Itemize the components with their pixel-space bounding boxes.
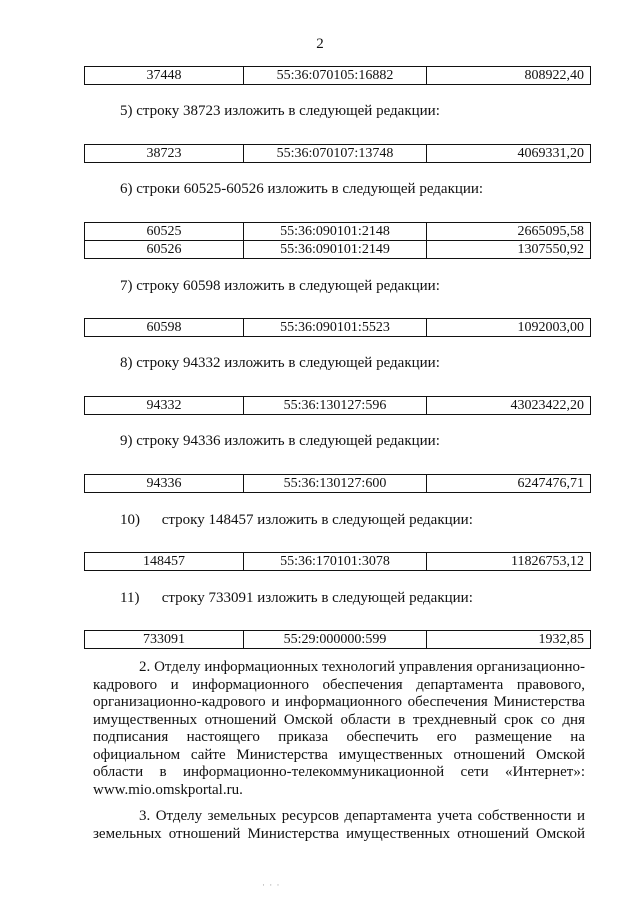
paragraph-line: 2. Отделу информационных технологий управления организационно-: [139, 659, 585, 675]
cadastral-value-cell: 11826753,12: [427, 553, 591, 571]
instruction-item-9: [120, 433, 440, 450]
row-number-cell: 38723: [85, 145, 244, 163]
paragraph-2: [93, 659, 585, 799]
instruction-item-5: [120, 103, 440, 120]
instruction-number: 9): [120, 433, 133, 449]
instruction-item-8: [120, 355, 440, 372]
paragraph-line: области в информационно-телекоммуникационной сети «Интернет»:: [93, 764, 585, 780]
row-number-cell: 94332: [85, 397, 244, 415]
amendment-table: [84, 552, 591, 571]
amendment-table: [84, 630, 591, 649]
instruction-text: строку 733091 изложить в следующей редакции:: [161, 590, 473, 606]
table-row: [85, 67, 591, 85]
instruction-number: 7): [120, 278, 133, 294]
instruction-text: строку 94332 изложить в следующей редакции:: [136, 355, 440, 371]
amendment-table: [84, 222, 591, 259]
instruction-number: 5): [120, 103, 133, 119]
amendment-table: [84, 396, 591, 415]
paragraph-line: официальном сайте Министерства имущественных отношений Омской: [93, 746, 585, 763]
instruction-number: 10): [120, 512, 140, 528]
cadastral-number-cell: 55:36:130127:596: [244, 397, 427, 415]
row-number-cell: 148457: [85, 553, 244, 571]
row-number-cell: 733091: [85, 631, 244, 649]
website-link-text: www.mio.omskportal.ru.: [93, 781, 243, 798]
instruction-item-10: [120, 512, 473, 529]
amendment-table: [84, 318, 591, 337]
instruction-text: строку 38723 изложить в следующей редакции:: [136, 103, 440, 119]
instruction-text: строки 60525-60526 изложить в следующей редакции:: [136, 181, 484, 197]
cadastral-value-cell: 1307550,92: [427, 241, 591, 259]
table-row: [85, 223, 591, 241]
row-number-cell: 94336: [85, 475, 244, 493]
paragraph-line: 3. Отделу земельных ресурсов департамента учета собственности и: [139, 808, 585, 824]
cadastral-number-cell: 55:36:070107:13748: [244, 145, 427, 163]
cadastral-value-cell: 1932,85: [427, 631, 591, 649]
row-number-cell: 60598: [85, 319, 244, 337]
cadastral-number-cell: 55:36:070105:16882: [244, 67, 427, 85]
cadastral-number-cell: 55:36:090101:2149: [244, 241, 427, 259]
paragraph-line: кадрового и информационного обеспечения департамента правового,: [93, 676, 585, 693]
instruction-number: 6): [120, 181, 133, 197]
amendment-table: [84, 474, 591, 493]
row-number-cell: 60525: [85, 223, 244, 241]
instruction-text: строку 60598 изложить в следующей редакции:: [136, 278, 440, 294]
cadastral-value-cell: 6247476,71: [427, 475, 591, 493]
cadastral-number-cell: 55:29:000000:599: [244, 631, 427, 649]
instruction-number: 8): [120, 355, 133, 371]
instruction-text: строку 148457 изложить в следующей редакции:: [161, 512, 473, 528]
instruction-item-11: [120, 590, 473, 607]
instruction-number: 11): [120, 590, 140, 606]
instruction-text: строку 94336 изложить в следующей редакции:: [136, 433, 440, 449]
row-number-cell: 37448: [85, 67, 244, 85]
cadastral-value-cell: 43023422,20: [427, 397, 591, 415]
table-row: [85, 397, 591, 415]
paragraph-line: подписания настоящего приказа обеспечить его размещение на: [93, 729, 585, 745]
amendment-table: [84, 66, 591, 85]
table-row: [85, 553, 591, 571]
table-row: [85, 319, 591, 337]
paragraph-line: земельных отношений Министерства имущественных отношений Омской: [93, 825, 585, 842]
instruction-item-6: [120, 181, 483, 198]
cadastral-value-cell: 808922,40: [427, 67, 591, 85]
cadastral-number-cell: 55:36:090101:2148: [244, 223, 427, 241]
paragraph-line: организационно-кадрового и информационного обеспечения Министерства: [93, 694, 585, 710]
page-number: 2: [316, 36, 324, 52]
table-row: [85, 631, 591, 649]
amendment-table: [84, 144, 591, 163]
row-number-cell: 60526: [85, 241, 244, 259]
cadastral-value-cell: 2665095,58: [427, 223, 591, 241]
table-row: [85, 241, 591, 259]
cadastral-number-cell: 55:36:090101:5523: [244, 319, 427, 337]
cadastral-number-cell: 55:36:170101:3078: [244, 553, 427, 571]
paragraph-3: [93, 808, 585, 843]
cadastral-value-cell: 4069331,20: [427, 145, 591, 163]
cadastral-number-cell: 55:36:130127:600: [244, 475, 427, 493]
table-row: [85, 145, 591, 163]
cadastral-value-cell: 1092003,00: [427, 319, 591, 337]
paragraph-line: имущественных отношений Омской области в трехдневный срок со дня: [93, 711, 585, 728]
table-row: [85, 475, 591, 493]
instruction-item-7: [120, 278, 440, 295]
scan-artifact: · · ·: [262, 880, 281, 890]
